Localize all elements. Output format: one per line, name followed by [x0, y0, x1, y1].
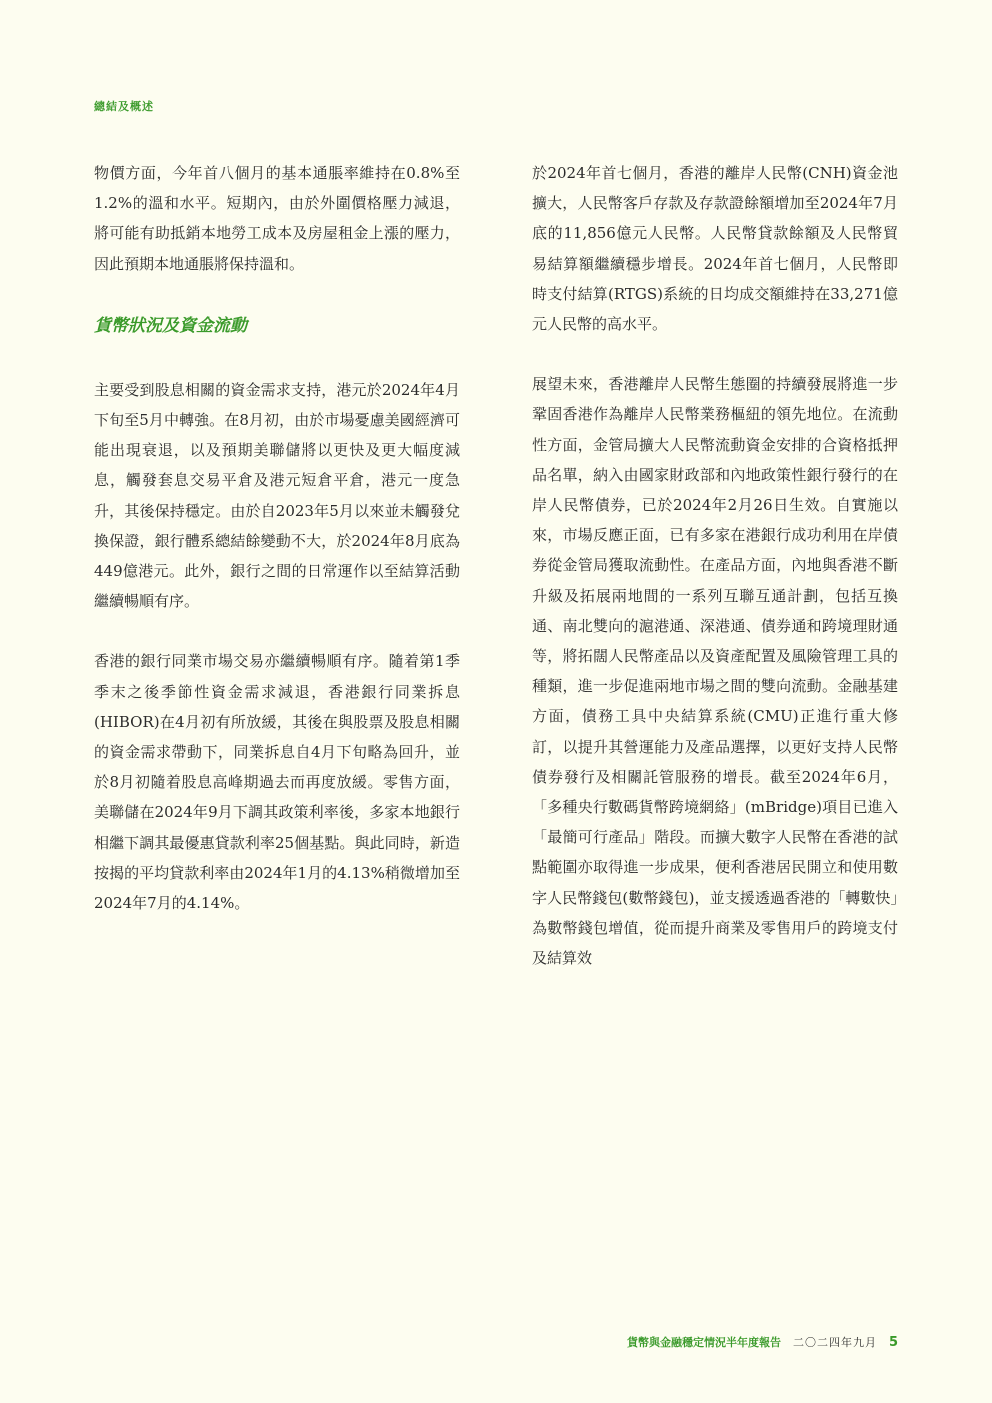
- section-label: 總結及概述: [94, 100, 154, 113]
- left-column: [94, 158, 460, 918]
- interbank-paragraph: 香港的銀行同業市場交易亦繼續暢順有序。隨着第1季季末之後季節性資金需求減退，香港銀行同業拆息(HIBOR)在4月初有所放緩，其後在與股票及股息相關的資金需求帶動下，同業拆息自4月下旬略為回升，並於8月初隨着股息高峰期過去而再度放緩。零售方面，美聯儲在2024年9月下調其政策利率後，多家本地銀行相繼下調其最優惠貸款利率25個基點。與此同時，新造按揭的平均貸款利率由2024年1月的4.13%稍微增加至2024年7月的4.14%。: [94, 652, 460, 913]
- right-column: [532, 158, 898, 973]
- report-date: 二〇二四年九月: [792, 1336, 877, 1349]
- page-footer: [627, 1334, 898, 1350]
- section-heading: 貨幣狀況及資金流動: [94, 315, 247, 336]
- cnh-paragraph: 於2024年首七個月，香港的離岸人民幣(CNH)資金池擴大，人民幣客戶存款及存款證餘額增加至2024年7月底的11,856億元人民幣。人民幣貸款餘額及人民幣貿易結算額繼續穩步增長。2024年首七個月，人民幣即時支付結算(RTGS)系統的日均成交額維持在33,271億元人民幣的高水平。: [532, 164, 898, 334]
- outlook-paragraph: 展望未來，香港離岸人民幣生態圈的持續發展將進一步鞏固香港作為離岸人民幣業務樞紐的領先地位。在流動性方面，金管局擴大人民幣流動資金安排的合資格抵押品名單，納入由國家財政部和內地政策性銀行發行的在岸人民幣債券，已於2024年2月26日生效。自實施以來，市場反應正面，已有多家在港銀行成功利用在岸債券從金管局獲取流動性。在產品方面，內地與香港不斷升級及拓展兩地間的一系列互聯互通計劃，包括互換通、南北雙向的滬港通、深港通、債券通和跨境理財通等，將拓闊人民幣產品以及資產配置及風險管理工具的種類，進一步促進兩地市場之間的雙向流動。金融基建方面，債務工具中央結算系統(CMU)正進行重大修訂，以提升其營運能力及產品選擇，以更好支持人民幣債券發行及相關託管服務的增長。截至2024年6月，「多種央行數碼貨幣跨境網絡」(mBridge)項目已進入「最簡可行產品」階段。而擴大數字人民幣在香港的試點範圍亦取得進一步成果，便利香港居民開立和使用數字人民幣錢包(數幣錢包)，並支援透過香港的「轉數快」為數幣錢包增值，從而提升商業及零售用戶的跨境支付及結算效: [532, 375, 898, 968]
- page-number: 5: [888, 1335, 898, 1350]
- hkd-paragraph: 主要受到股息相關的資金需求支持，港元於2024年4月下旬至5月中轉強。在8月初，由於市場憂慮美國經濟可能出現衰退，以及預期美聯儲將以更快及更大幅度減息，觸發套息交易平倉及港元短倉平倉，港元一度急升，其後保持穩定。由於自2023年5月以來並未觸發兌換保證，銀行體系總結餘變動不大，於2024年8月底為449億港元。此外，銀行之間的日常運作以至結算活動繼續暢順有序。: [94, 380, 460, 611]
- inflation-paragraph: 物價方面，今年首八個月的基本通脹率維持在0.8%至1.2%的溫和水平。短期內，由於外圍價格壓力減退，將可能有助抵銷本地勞工成本及房屋租金上漲的壓力，因此預期本地通脹將保持溫和。: [94, 164, 460, 273]
- report-title: 貨幣與金融穩定情況半年度報告: [626, 1336, 781, 1349]
